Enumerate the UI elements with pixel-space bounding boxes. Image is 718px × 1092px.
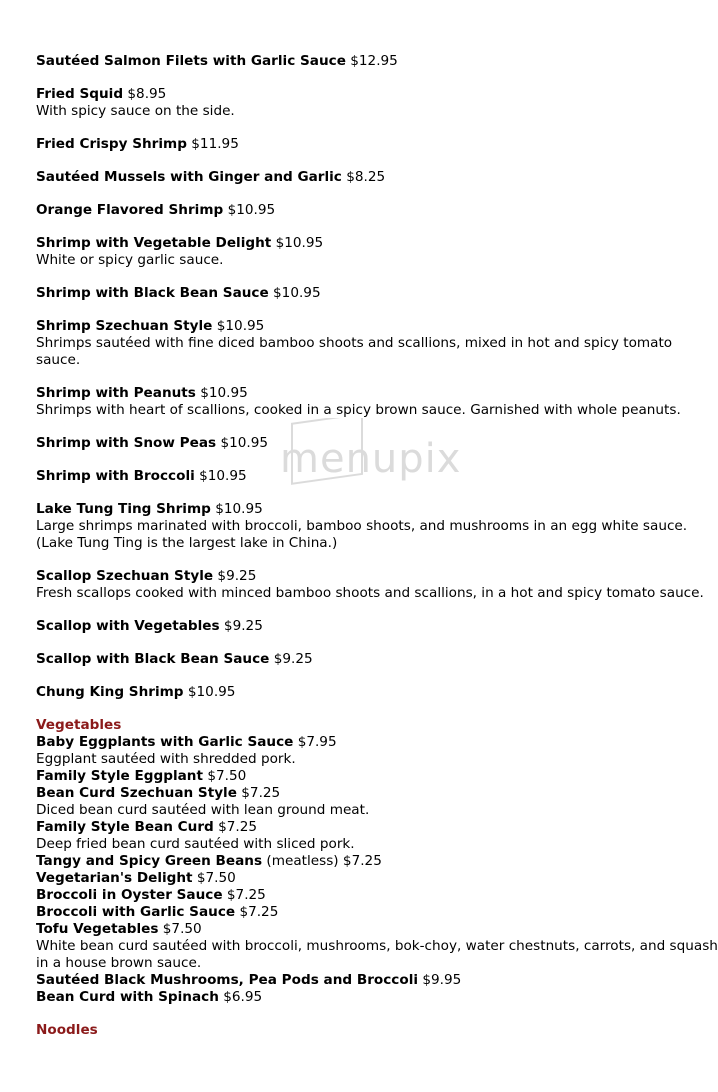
menu-item-price: $7.25: [239, 904, 279, 920]
menu-item: [36, 870, 718, 887]
menu-item: [36, 904, 718, 921]
menu-item-price: $10.95: [200, 385, 248, 401]
menu-item-name: Shrimp with Peanuts: [36, 385, 196, 401]
menu-item-price: $11.95: [191, 136, 239, 152]
vegetables-heading: Vegetables: [36, 717, 122, 733]
menu-item: [36, 734, 718, 768]
menu-item: [36, 202, 718, 219]
menu-item-description: Eggplant sautéed with shredded pork.: [36, 751, 296, 767]
menu-item-name: Family Style Bean Curd: [36, 819, 214, 835]
menu-item-description: Shrimps sautéed with fine diced bamboo shoots and scallions, mixed in hot and spicy tomato sauce.: [36, 335, 673, 368]
menu-item-name: Shrimp with Broccoli: [36, 468, 195, 484]
menu-item-description: Diced bean curd sautéed with lean ground meat.: [36, 802, 370, 818]
menu-item: [36, 989, 718, 1006]
menu-item-price: $8.25: [346, 169, 386, 185]
menu-item: [36, 887, 718, 904]
menu-item-price: $7.50: [207, 768, 247, 784]
menu-item-name: Bean Curd Szechuan Style: [36, 785, 237, 801]
menu-item-name: Chung King Shrimp: [36, 684, 184, 700]
menu-item: [36, 136, 718, 153]
menu-item-name: Scallop with Black Bean Sauce: [36, 651, 270, 667]
menu-item-description: Fresh scallops cooked with minced bamboo shoots and scallions, in a hot and spicy tomato sauce.: [36, 585, 704, 601]
menu-item-price: $7.50: [196, 870, 236, 886]
menu-item: [36, 972, 718, 989]
menu-item-name: Sautéed Mussels with Ginger and Garlic: [36, 169, 342, 185]
vegetables-section: [36, 717, 718, 1006]
menu-item-description: With spicy sauce on the side.: [36, 103, 235, 119]
menu-page: [36, 53, 718, 1039]
menu-item: [36, 468, 718, 485]
menu-item-name: Lake Tung Ting Shrimp: [36, 501, 211, 517]
menu-item: [36, 501, 718, 552]
menu-item: [36, 285, 718, 302]
menu-item: [36, 618, 718, 635]
menu-item: [36, 853, 718, 870]
menu-item-name: Orange Flavored Shrimp: [36, 202, 224, 218]
menu-item-price: $7.25: [226, 887, 266, 903]
menu-item-name: Fried Crispy Shrimp: [36, 136, 187, 152]
menu-item: [36, 651, 718, 668]
menu-item-price: $7.25: [218, 819, 258, 835]
menu-item-price: $6.95: [223, 989, 263, 1005]
menu-item-name: Tofu Vegetables: [36, 921, 159, 937]
menu-item: [36, 169, 718, 186]
menu-item: [36, 235, 718, 269]
menu-item-price: $12.95: [350, 53, 398, 69]
menu-item: [36, 684, 718, 701]
menu-item-name: Fried Squid: [36, 86, 124, 102]
menu-item: [36, 435, 718, 452]
menu-item-price: $9.25: [273, 651, 313, 667]
menu-item-price: $7.25: [342, 853, 382, 869]
menu-item-price: $9.95: [422, 972, 462, 988]
menu-item-name: Broccoli in Oyster Sauce: [36, 887, 223, 903]
menu-item-name: Family Style Eggplant: [36, 768, 203, 784]
menu-item-name: Broccoli with Garlic Sauce: [36, 904, 236, 920]
menu-item-price: $10.95: [227, 202, 276, 218]
menu-item-name: Baby Eggplants with Garlic Sauce: [36, 734, 294, 750]
menu-item-name: Shrimp with Snow Peas: [36, 435, 217, 451]
menu-item-name: Shrimp Szechuan Style: [36, 318, 213, 334]
seafood-list: [36, 53, 718, 701]
menu-item: [36, 53, 718, 70]
menu-item: [36, 385, 718, 419]
menu-item: [36, 785, 718, 819]
menu-item-note: (meatless): [266, 853, 339, 869]
menu-item: [36, 819, 718, 853]
menu-item-name: Sautéed Black Mushrooms, Pea Pods and Broccoli: [36, 972, 419, 988]
menu-item-price: $10.95: [220, 435, 269, 451]
menu-item-description: Deep fried bean curd sautéed with sliced pork.: [36, 836, 355, 852]
menu-item-price: $10.95: [187, 684, 236, 700]
menu-item-price: $9.25: [217, 568, 257, 584]
watermark-text: menupix: [280, 436, 462, 482]
menu-item-description: Shrimps with heart of scallions, cooked in a spicy brown sauce. Garnished with whole peanuts.: [36, 402, 681, 418]
menu-item-price: $10.95: [216, 318, 265, 334]
menu-item-price: $7.50: [162, 921, 202, 937]
menu-item-price: $9.25: [223, 618, 263, 634]
menu-item: [36, 86, 718, 120]
menu-item-name: Vegetarian's Delight: [36, 870, 193, 886]
menu-item-price: $10.95: [275, 235, 324, 251]
menu-item-description: Large shrimps marinated with broccoli, bamboo shoots, and mushrooms in an egg white sauce. (Lake Tung Ting is the largest lake in China.): [36, 518, 688, 551]
menu-item-name: Scallop with Vegetables: [36, 618, 220, 634]
menu-item: [36, 921, 718, 972]
noodles-heading: Noodles: [36, 1022, 98, 1038]
menu-item-price: $10.95: [215, 501, 263, 517]
menu-item-price: $7.25: [241, 785, 281, 801]
menu-item-price: $8.95: [127, 86, 167, 102]
menu-item-name: Scallop Szechuan Style: [36, 568, 214, 584]
menu-item-description: White bean curd sautéed with broccoli, mushrooms, bok-choy, water chestnuts, carrots, and squash in a house brown sauce.: [36, 938, 718, 971]
menu-item-name: Shrimp with Black Bean Sauce: [36, 285, 269, 301]
menu-item-price: $7.95: [297, 734, 337, 750]
menu-item-description: White or spicy garlic sauce.: [36, 252, 224, 268]
menu-item-price: $10.95: [199, 468, 247, 484]
menu-item-name: Bean Curd with Spinach: [36, 989, 219, 1005]
menu-item: [36, 318, 718, 369]
menu-item-name: Sautéed Salmon Filets with Garlic Sauce: [36, 53, 346, 69]
menu-item-name: Tangy and Spicy Green Beans: [36, 853, 263, 869]
menu-item-name: Shrimp with Vegetable Delight: [36, 235, 272, 251]
menu-item-price: $10.95: [273, 285, 321, 301]
menu-item: [36, 768, 718, 785]
menu-item: [36, 568, 718, 602]
vegetables-list: [36, 734, 718, 1006]
